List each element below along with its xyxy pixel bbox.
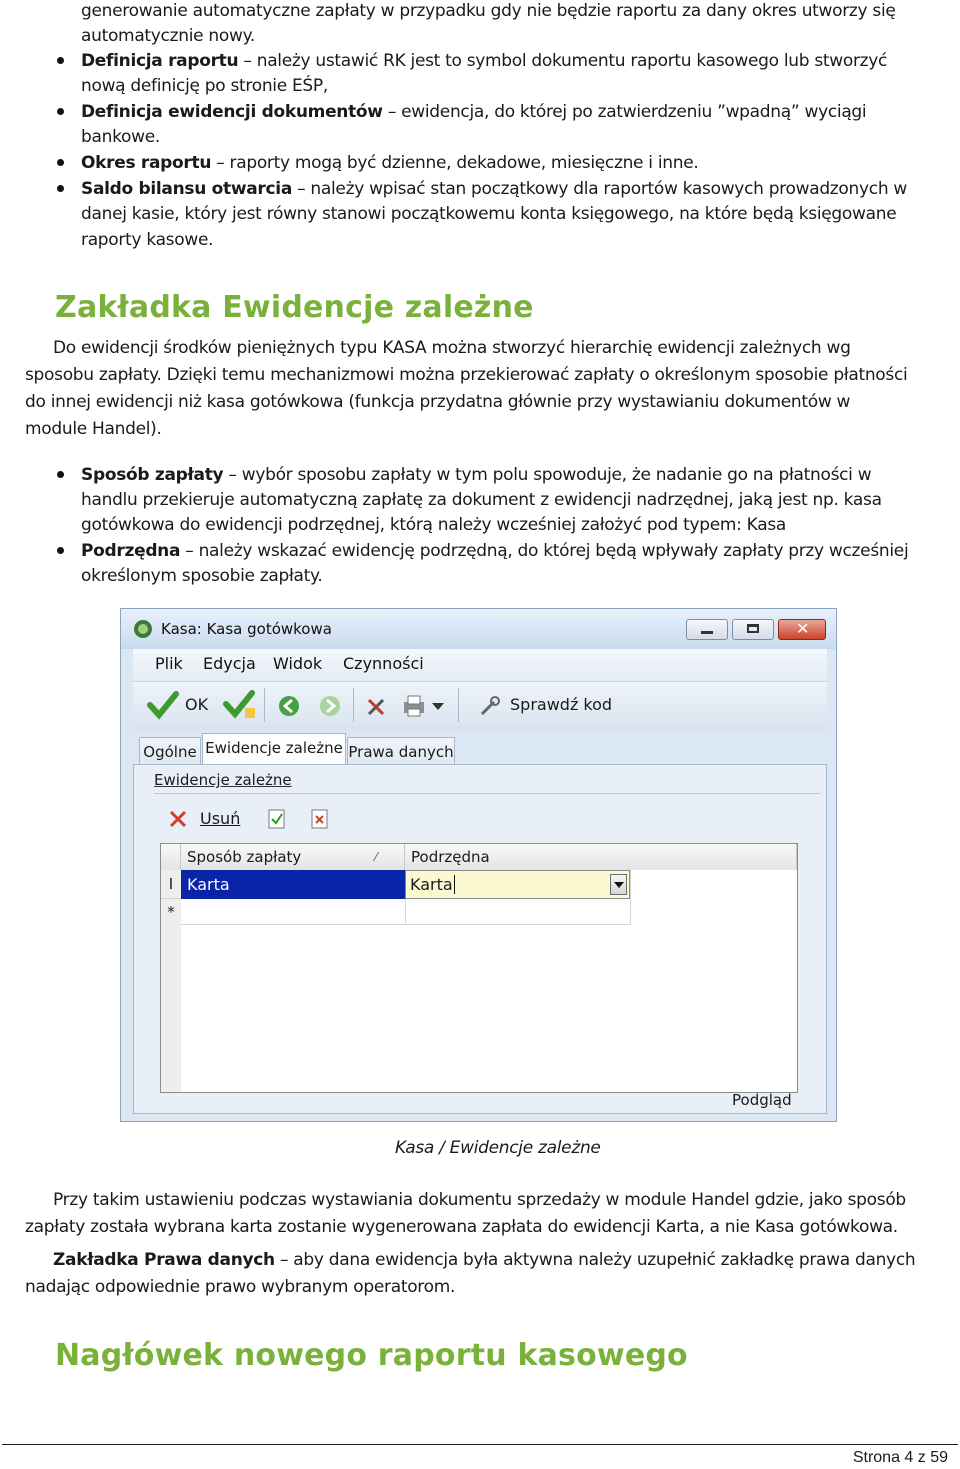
title-bar (121, 609, 836, 649)
text-line: generowanie automatyczne zapłaty w przypadku gdy nie będzie raportu za dany okres utworzy się (81, 1, 896, 21)
back-arrow-icon[interactable] (278, 695, 300, 717)
wrench-icon (478, 694, 502, 718)
row-line (181, 924, 631, 925)
paragraph-line: module Handel). (25, 419, 162, 439)
delete-x-icon (168, 809, 188, 829)
app-icon (133, 619, 153, 639)
check-plus-icon (223, 688, 257, 720)
cell-payment-method[interactable]: Karta (181, 870, 405, 899)
chevron-down-icon (614, 882, 624, 889)
column-line (630, 870, 631, 924)
maximize-button[interactable] (732, 619, 774, 640)
delete-button[interactable]: Usuń (168, 803, 248, 831)
bullet (57, 57, 64, 64)
new-row-marker: * (161, 899, 181, 926)
minimize-button[interactable] (686, 619, 728, 640)
bullet (57, 159, 64, 166)
column-line (405, 899, 406, 924)
separator (264, 688, 265, 722)
paragraph-line: Zakładka Prawa danych – aby dana ewidencja była aktywna należy uzupełnić zakładkę prawa danych (53, 1250, 916, 1270)
chevron-down-icon[interactable] (432, 703, 444, 711)
menu-czynnosci[interactable]: Czynności (343, 654, 424, 673)
separator (353, 688, 354, 722)
data-grid (160, 843, 798, 1093)
menu-widok[interactable]: Widok (273, 654, 323, 673)
bullet-item: Definicja raportu – należy ustawić RK jest to symbol dokumentu raportu kasowego lub stworzyć (81, 51, 888, 71)
bullet-item: Definicja ewidencji dokumentów – ewidencja, do której po zatwierdzeniu ”wpadną” wyciągi (81, 102, 867, 122)
section-heading: Nagłówek nowego raportu kasowego (55, 1338, 688, 1373)
menu-plik[interactable]: Plik (155, 654, 183, 673)
separator (458, 688, 459, 722)
preview-button[interactable]: Podgląd (732, 1091, 792, 1109)
sort-icon: ⁄ (375, 850, 378, 864)
footer-rule (2, 1444, 958, 1445)
paragraph-line: do innej ewidencji niż kasa gotówkowa (funkcja przydatna głównie przy wystawianiu dokumentów w (25, 392, 851, 412)
forward-arrow-icon[interactable] (319, 695, 341, 717)
bullet (57, 547, 64, 554)
check-code-button[interactable]: Sprawdź kod (478, 688, 618, 722)
tools-icon[interactable] (365, 694, 389, 718)
cell-sub-register-combo[interactable]: Karta (405, 870, 630, 899)
bullet (57, 471, 64, 478)
bullet-item-cont: gotówkowa do ewidencji podrzędnej, którą należy wcześniej założyć pod typem: Kasa (81, 515, 786, 535)
paragraph-line: Do ewidencji środków pieniężnych typu KASA można stworzyć hierarchię ewidencji zależnych wg (53, 338, 851, 358)
dropdown-button[interactable] (610, 874, 627, 895)
column-header-sub[interactable]: Podrzędna (405, 844, 797, 870)
save-and-new-button[interactable] (223, 688, 257, 722)
paragraph-line: Przy takim ustawieniu podczas wystawiania dokumentu sprzedaży w module Handel gdzie, jako sposób (53, 1190, 906, 1210)
close-icon: ✕ (796, 619, 810, 638)
row-header-strip (161, 925, 181, 1092)
close-button[interactable] (778, 619, 826, 640)
ok-button[interactable]: OK (147, 688, 239, 722)
page-number: Strona 4 z 59 (852, 1449, 948, 1466)
window-title: Kasa: Kasa gotówkowa (161, 620, 332, 638)
group-label: Ewidencje zależne (154, 771, 292, 789)
bullet-item-cont: określonym sposobie zapłaty. (81, 566, 323, 586)
column-header-payment[interactable]: Sposób zapłaty ⁄ (181, 844, 405, 870)
paragraph-line: zapłaty została wybrana karta zostanie wygenerowana zapłata do ewidencji Karta, a nie Kasa gotówkowa. (25, 1217, 898, 1237)
bullet (57, 108, 64, 115)
bullet-item-cont: handlu przekieruje automatyczną zapłatę za dokument z ewidencji nadrzędnej, jaką jest np. kasa (81, 490, 882, 510)
check-icon (147, 690, 179, 720)
tab-prawa-danych[interactable]: Prawa danych (347, 737, 455, 765)
app-window (120, 608, 837, 1122)
tab-content (133, 764, 827, 1114)
tab-ogolne[interactable]: Ogólne (139, 737, 201, 765)
bullet-item-cont: raporty kasowe. (81, 230, 214, 250)
doc-x-icon[interactable] (311, 809, 329, 829)
paragraph-line: sposobu zapłaty. Dzięki temu mechanizmowi można przekierować zapłaty o określonym sposobie płatności (25, 365, 908, 385)
tab-strip (133, 733, 827, 765)
bullet-item-cont: bankowe. (81, 127, 160, 147)
bullet-item-cont: nową definicję po stronie EŚP, (81, 76, 328, 96)
bullet-item: Okres raportu – raporty mogą być dzienne, dekadowe, miesięczne i inne. (81, 153, 699, 173)
doc-check-icon[interactable] (268, 809, 286, 829)
figure-caption: Kasa / Ewidencje zależne (395, 1138, 601, 1158)
bullet-item: Saldo bilansu otwarcia – należy wpisać stan początkowy dla raportów kasowych prowadzonych w (81, 179, 907, 199)
minimize-icon (701, 631, 713, 634)
bullet-item: Sposób zapłaty – wybór sposobu zapłaty w tym polu spowoduje, że nadanie go na płatności w (81, 465, 872, 485)
divider (154, 793, 820, 794)
bullet-item-cont: danej kasie, który jest równy stanowi początkowemu konta księgowego, na które będą księgowane (81, 204, 897, 224)
menu-bar (133, 649, 827, 681)
text-line: automatycznie nowy. (81, 26, 256, 46)
row-marker: I (161, 870, 181, 899)
section-heading: Zakładka Ewidencje zależne (55, 290, 534, 325)
tab-ewidencje-zalezne[interactable]: Ewidencje zależne (202, 733, 346, 765)
toolbar (133, 681, 827, 730)
bullet (57, 185, 64, 192)
row-header-corner (161, 844, 181, 870)
bullet-item: Podrzędna – należy wskazać ewidencję podrzędną, do której będą wpływały zapłaty przy wcześniej (81, 541, 909, 561)
maximize-icon (747, 624, 759, 633)
print-icon[interactable] (401, 694, 427, 718)
paragraph-line: nadając odpowiednie prawo wybranym operatorom. (25, 1277, 456, 1297)
menu-edycja[interactable]: Edycja (203, 654, 256, 673)
